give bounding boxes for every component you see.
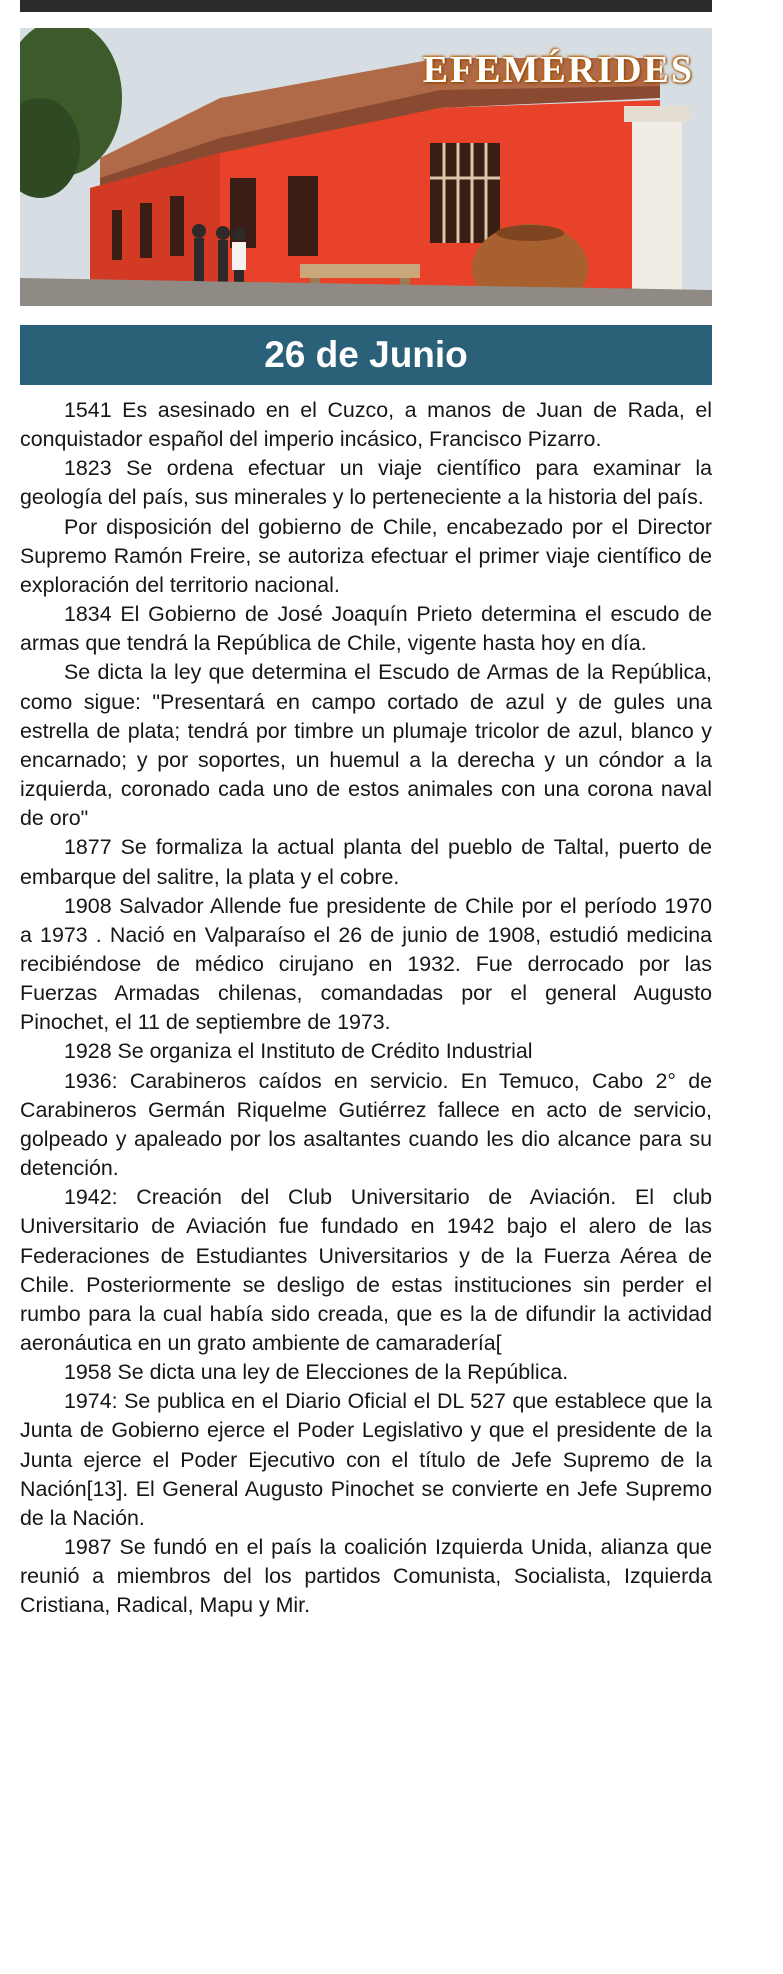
entry-1928: 1928 Se organiza el Instituto de Crédito Industrial — [64, 1039, 533, 1064]
entry-1877: 1877 Se formaliza la actual planta del pueblo de Taltal, puerto de embarque del salitre, la plata y el cobre. — [20, 835, 712, 889]
entry-1936: 1936: Carabineros caídos en servicio. En Temuco, Cabo 2° de Carabineros Germán Riquelme Gutiérrez fallece en acto de servicio, golpeado y apaleado por los asaltantes cuando les dio alcance para su detención. — [20, 1068, 712, 1181]
entry-1974: 1974: Se publica en el Diario Oficial el DL 527 que establece que la Junta de Gobierno ejerce el Poder Legislativo y que el presidente de la Junta ejerce el Poder Ejecutivo con el título de Jefe Supremo de la Nación[13]. El General Augusto Pinochet se convierte en Jefe Supremo de la Nación. — [20, 1389, 712, 1530]
entry-1908: 1908 Salvador Allende fue presidente de Chile por el período 1970 a 1973 . Nació en Valparaíso el 26 de junio de 1908, estudió medicina recibiéndose de médico cirujano en 1932. Fue derrocado por las Fuerzas Armadas chilenas, comandadas por el general Augusto Pinochet, el 11 de septiembre de 1973. — [20, 893, 712, 1035]
entry-1987: 1987 Se fundó en el país la coalición Izquierda Unida, alianza que reunió a miembros del los partidos Comunista, Socialista, Izquierda Cristiana, Radical, Mapu y Mir. — [20, 1535, 712, 1618]
efemerides-title: EFEMÉRIDES — [422, 49, 694, 91]
efemerides-article — [20, 396, 712, 1621]
entry-1823: 1823 Se ordena efectuar un viaje científico para examinar la geología del país, sus minerales y lo perteneciente a la historia del país. — [20, 456, 712, 510]
top-rule — [20, 0, 712, 12]
entry-1834-escudo: Se dicta la ley que determina el Escudo de Armas de la República, como sigue: "Presentará en campo cortado de azul y de gules una estrella de plata; tendrá por timbre un plumaje tricolor de azul, blanco y encarnado; y por soportes, un huemul a la derecha y un cóndor a la izquierda, coronado cada uno de estos animales con una corona naval de oro" — [20, 660, 712, 831]
header-photo — [20, 28, 712, 306]
entry-1823-freire: Por disposición del gobierno de Chile, encabezado por el Director Supremo Ramón Freire, se autoriza efectuar el primer viaje científico de exploración del territorio nacional. — [20, 514, 712, 597]
entry-1541: 1541 Es asesinado en el Cuzco, a manos de Juan de Rada, el conquistador español del imperio incásico, Francisco Pizarro. — [20, 398, 712, 452]
entry-1958: 1958 Se dicta una ley de Elecciones de la República. — [64, 1360, 569, 1385]
entry-1942: 1942: Creación del Club Universitario de Aviación. El club Universitario de Aviación fue fundado en 1942 bajo el alero de las Federaciones de Estudiantes Universitarios y de la Fuerza Aérea de Chile. Posteriormente se desligo de estas instituciones sin perder el rumbo para la cual había sido creada, que es la de difundir la actividad aeronáutica en un grato ambiente de camaradería[ — [20, 1185, 712, 1355]
entry-1834: 1834 El Gobierno de José Joaquín Prieto determina el escudo de armas que tendrá la República de Chile, vigente hasta hoy en día. — [20, 602, 712, 656]
date-banner: 26 de Junio — [20, 325, 712, 385]
